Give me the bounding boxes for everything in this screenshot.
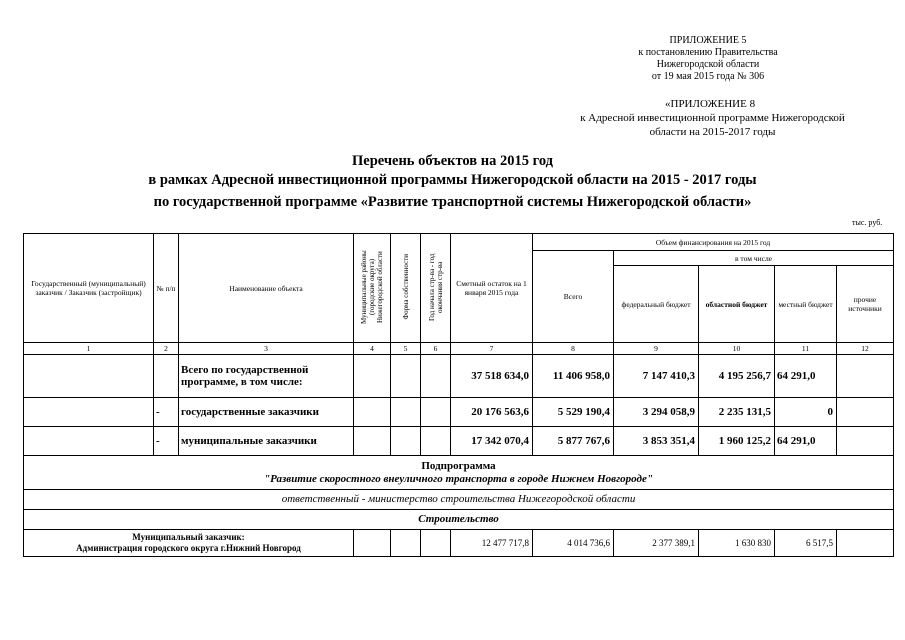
row-federal: 3 853 351,4: [614, 427, 699, 456]
row-total: 11 406 958,0: [533, 355, 614, 398]
col-num-6: 6: [421, 343, 451, 355]
appendix-8: [540, 97, 885, 139]
row-name: Всего по государственной программе, в том числе:: [179, 355, 354, 398]
municipal-line1: Муниципальный заказчик:: [132, 532, 245, 542]
row-regional: 4 195 256,7: [699, 355, 775, 398]
appendix-8-line1: «ПРИЛОЖЕНИЕ 8: [665, 98, 756, 110]
header-years-text: Год начала стр-ва - год окончания стр-ва: [427, 253, 444, 321]
col-num-1: 1: [24, 343, 154, 355]
row-local: 0: [775, 398, 837, 427]
row-balance: 20 176 563,6: [451, 398, 533, 427]
row-total: 5 877 767,6: [533, 427, 614, 456]
header-total: Всего: [533, 251, 614, 343]
row-regional: 1 960 125,2: [699, 427, 775, 456]
municipal-line2: Администрация городского округа г.Нижний Новгород: [76, 543, 301, 553]
row-federal: 7 147 410,3: [614, 355, 699, 398]
header-years: [421, 234, 451, 343]
row-local: 64 291,0: [775, 355, 837, 398]
header-num: № п/п: [154, 234, 179, 343]
municipal-balance: 12 477 717,8: [451, 530, 533, 557]
header-balance: Сметный остаток на 1 января 2015 года: [451, 234, 533, 343]
municipal-total: 4 014 736,6: [533, 530, 614, 557]
col-num-9: 9: [614, 343, 699, 355]
col-num-10: 10: [699, 343, 775, 355]
municipal-regional: 1 630 830: [699, 530, 775, 557]
appendix-8-line3: области на 2015-2017 годы: [649, 126, 776, 138]
header-including: в том числе: [614, 251, 894, 266]
municipal-customer: [24, 530, 354, 557]
row-regional: 2 235 131,5: [699, 398, 775, 427]
appendix-5-line1: ПРИЛОЖЕНИЕ 5: [669, 35, 747, 46]
section-title: Строительство: [24, 510, 894, 530]
row-total: 5 529 190,4: [533, 398, 614, 427]
row-num: [154, 355, 179, 398]
col-num-8: 8: [533, 343, 614, 355]
appendix-8-line2: к Адресной инвестиционной программе Нижегородской: [580, 112, 845, 124]
title-line3: по государственной программе «Развитие транспортной системы Нижегородской области»: [153, 194, 752, 210]
header-regional: областной бюджет: [699, 266, 775, 343]
header-local: местный бюджет: [775, 266, 837, 343]
col-num-4: 4: [354, 343, 391, 355]
subprogram-name: "Развитие скоростного внеуличного транспорта в городе Нижнем Новгороде": [264, 472, 653, 485]
municipal-federal: 2 377 389,1: [614, 530, 699, 557]
title-line1: Перечень объектов на 2015 год: [351, 153, 554, 169]
row-num: -: [154, 398, 179, 427]
section-row: [24, 510, 894, 530]
appendix-5-line4: от 19 мая 2015 года № 306: [651, 71, 765, 82]
col-num-7: 7: [451, 343, 533, 355]
header-ownership-text: Форма собственности: [401, 254, 410, 320]
col-num-12: 12: [837, 343, 894, 355]
table-row: [24, 398, 894, 427]
col-num-3: 3: [179, 343, 354, 355]
col-num-2: 2: [154, 343, 179, 355]
header-ownership: [391, 234, 421, 343]
header-districts: [354, 234, 391, 343]
responsible-row: [24, 490, 894, 510]
header-funding: Объем финансирования на 2015 год: [533, 234, 894, 251]
appendix-5-line3: Нижегородской области: [656, 59, 760, 70]
header-other: прочие источники: [837, 266, 894, 343]
header-name: Наименование объекта: [179, 234, 354, 343]
responsible-text: ответственный - министерство строительства Нижегородской области: [24, 490, 894, 510]
subprogram-row: [24, 456, 894, 490]
title-line2: в рамках Адресной инвестиционной программы Нижегородской области на 2015 - 2017 годы: [148, 172, 757, 188]
appendix-5-line2: к постановлению Правительства: [638, 47, 778, 58]
row-name: государственные заказчики: [179, 398, 354, 427]
units-label: тыс. руб.: [852, 218, 883, 227]
col-num-11: 11: [775, 343, 837, 355]
municipal-local: 6 517,5: [775, 530, 837, 557]
table-row: [24, 355, 894, 398]
header-districts-text: Муниципальные районы (городские округа) Нижегородской области: [360, 250, 384, 324]
subprogram-cell: [24, 456, 894, 490]
row-name: муниципальные заказчики: [179, 427, 354, 456]
row-balance: 37 518 634,0: [451, 355, 533, 398]
appendix-5: [598, 35, 818, 83]
column-number-row: [24, 343, 894, 355]
col-num-5: 5: [391, 343, 421, 355]
header-customer: Государственный (муниципальный) заказчик / Заказчик (застройщик): [24, 234, 154, 343]
row-balance: 17 342 070,4: [451, 427, 533, 456]
header-federal: федеральный бюджет: [614, 266, 699, 343]
table-row: [24, 427, 894, 456]
header-row-1: [24, 234, 894, 251]
row-num: -: [154, 427, 179, 456]
objects-table: [23, 233, 894, 557]
municipal-row: [24, 530, 894, 557]
subprogram-label: Подпрограмма: [421, 459, 496, 472]
row-federal: 3 294 058,9: [614, 398, 699, 427]
row-local: 64 291,0: [775, 427, 837, 456]
